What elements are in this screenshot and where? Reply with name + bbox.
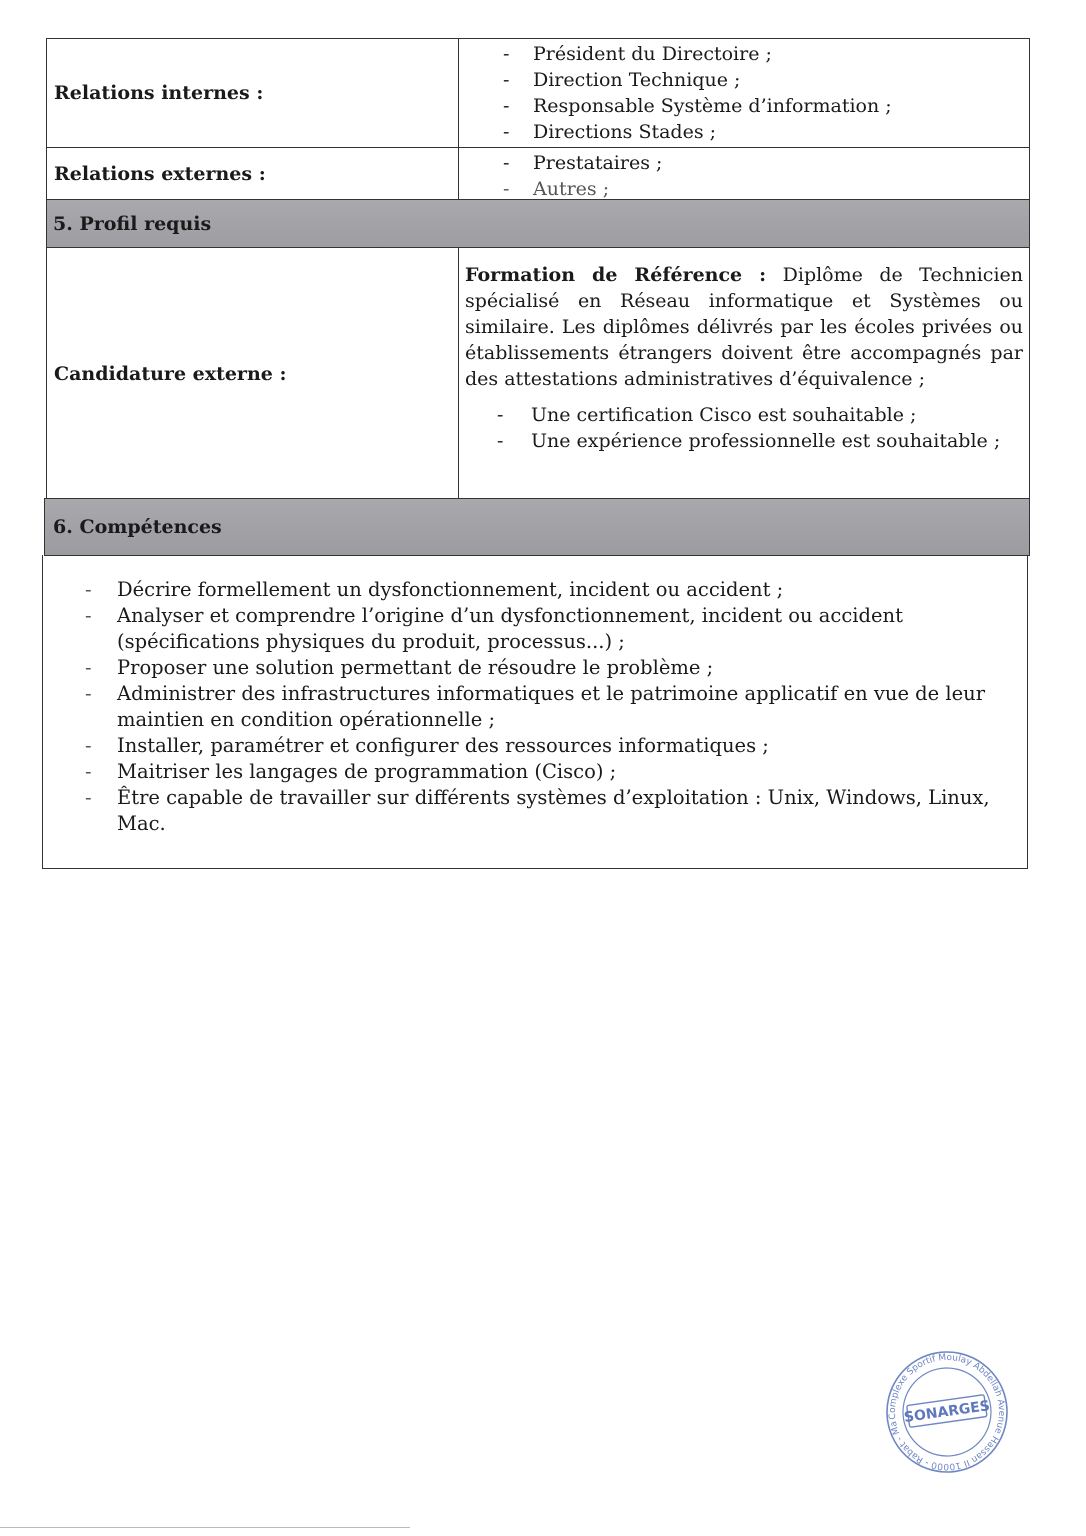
formation-label: Formation de Référence : [465, 264, 767, 286]
competences-heading: 6. Compétences [44, 498, 1030, 556]
list-item: - Être capable de travailler sur différents systèmes d’exploitation : Unix, Windows, Linux, Mac. [85, 786, 990, 835]
candidature-cell [459, 248, 1029, 500]
candidature-row [47, 248, 1029, 500]
profil-requis-heading: 5. Profil requis [47, 200, 1029, 248]
stamp-center-text: SONARGES [903, 1398, 991, 1426]
list-item: - Prestataires ; [503, 152, 663, 174]
list-item: - Une expérience professionnelle est souhaitable ; [497, 430, 1001, 452]
stamp-ring-text: Complexe Sportif Moulay Abdellah Avenue Hassan II 10000 - Rabat - Maroc [887, 1352, 1007, 1472]
list-item: - Décrire formellement un dysfonctionnement, incident ou accident ; [85, 578, 784, 601]
relations-externes-list [465, 150, 1021, 202]
list-item: - Une certification Cisco est souhaitable ; [497, 404, 917, 426]
candidature-list [465, 402, 1023, 454]
list-item: - Administrer des infrastructures informatiques et le patrimoine applicatif en vue de leur maintien en condition opérationnelle ; [85, 682, 986, 731]
relations-internes-label: Relations internes : [47, 39, 459, 147]
list-item: - Directions Stades ; [503, 121, 717, 143]
list-item: - Autres ; [503, 178, 610, 200]
sonarges-stamp [880, 1350, 1014, 1474]
footer-rule [0, 1527, 410, 1528]
formation-text: Diplôme de Technicien spécialisé en Réseau informatique et Systèmes ou similaire. Les diplômes délivrés par les écoles privées ou établissements étrangers doivent être accompagnés par des attestations administratives d’équivalence ; [465, 264, 1023, 390]
competences-box [42, 555, 1028, 869]
list-item: - Direction Technique ; [503, 69, 741, 91]
list-item: - Proposer une solution permettant de résoudre le problème ; [85, 656, 714, 679]
formation-paragraph [465, 262, 1023, 392]
competences-list [43, 577, 1007, 837]
relations-externes-cell [459, 148, 1029, 199]
profile-table [46, 38, 1030, 501]
candidature-label: Candidature externe : [47, 248, 459, 500]
list-item: - Installer, paramétrer et configurer des ressources informatiques ; [85, 734, 769, 757]
relations-internes-cell [459, 39, 1029, 147]
relations-internes-row [47, 39, 1029, 148]
relations-internes-list [465, 41, 1021, 145]
list-item: - Maitriser les langages de programmation (Cisco) ; [85, 760, 617, 783]
relations-externes-row [47, 148, 1029, 200]
list-item: - Président du Directoire ; [503, 43, 772, 65]
list-item: - Responsable Système d’information ; [503, 95, 892, 117]
relations-externes-label: Relations externes : [47, 148, 459, 199]
list-item: - Analyser et comprendre l’origine d’un dysfonctionnement, incident ou accident (spécifications physiques du produit, processus...) ; [85, 604, 903, 653]
